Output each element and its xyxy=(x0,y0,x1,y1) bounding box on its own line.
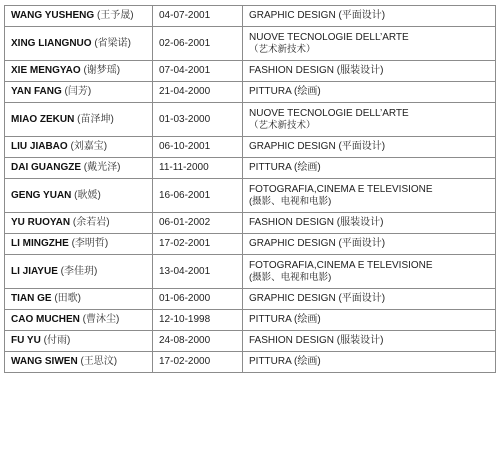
birth-date-cell: 21-04-2000 xyxy=(153,82,243,103)
course-cell xyxy=(243,179,496,213)
student-name-chinese: (苗泽坤) xyxy=(77,113,114,125)
table-row xyxy=(5,158,496,179)
student-name-chinese: (戴光泽) xyxy=(83,162,121,173)
table-row xyxy=(5,27,496,61)
course-line: NUOVE TECNOLOGIE DELL’ARTE xyxy=(249,107,409,119)
birth-date-cell: 02-06-2001 xyxy=(153,27,243,61)
table-row xyxy=(5,352,496,373)
student-name-chinese: (余若岩) xyxy=(72,217,110,228)
birth-date-cell: 07-04-2001 xyxy=(153,61,243,82)
birth-date-cell: 16-06-2001 xyxy=(153,179,243,213)
course-cell xyxy=(243,310,496,331)
student-name-cell xyxy=(5,213,153,234)
course-cell xyxy=(243,289,496,310)
course-line: （艺术新技术） xyxy=(249,43,316,55)
course-line: PITTURA (绘画) xyxy=(249,86,321,97)
course-cell xyxy=(243,61,496,82)
student-name-chinese: (省梁诺) xyxy=(94,37,132,49)
student-name: GENG YUAN xyxy=(11,189,72,201)
student-list-page xyxy=(4,5,495,373)
birth-date-cell: 06-01-2002 xyxy=(153,213,243,234)
student-name-cell xyxy=(5,310,153,331)
birth-date-cell: 17-02-2000 xyxy=(153,352,243,373)
course-line: （艺术新技术） xyxy=(249,119,316,131)
course-line: (摄影、电视和电影) xyxy=(249,195,332,207)
course-cell xyxy=(243,6,496,27)
student-name: LI JIAYUE xyxy=(11,265,58,277)
student-name: WANG SIWEN xyxy=(11,356,78,367)
table-row xyxy=(5,179,496,213)
student-name-cell xyxy=(5,6,153,27)
course-cell xyxy=(243,331,496,352)
student-name: CAO MUCHEN xyxy=(11,314,80,325)
course-line: GRAPHIC DESIGN (平面设计) xyxy=(249,10,386,21)
student-name-cell xyxy=(5,27,153,61)
student-name: XING LIANGNUO xyxy=(11,37,92,49)
course-cell xyxy=(243,158,496,179)
student-name-chinese: (田歌) xyxy=(54,293,82,304)
table-row xyxy=(5,310,496,331)
student-name-cell xyxy=(5,289,153,310)
table-row xyxy=(5,6,496,27)
student-table xyxy=(4,5,496,373)
student-name: FU YU xyxy=(11,335,41,346)
course-line: (摄影、电视和电影) xyxy=(249,271,332,283)
student-name-chinese: (耿媛) xyxy=(74,189,101,201)
course-line: FOTOGRAFIA,CINEMA E TELEVISIONE xyxy=(249,259,433,271)
course-line: PITTURA (绘画) xyxy=(249,314,321,325)
student-name-chinese: (李明哲) xyxy=(71,238,109,249)
student-name-cell xyxy=(5,61,153,82)
table-row xyxy=(5,289,496,310)
student-name-cell xyxy=(5,255,153,289)
table-row xyxy=(5,61,496,82)
course-line: GRAPHIC DESIGN (平面设计) xyxy=(249,141,386,152)
course-line: PITTURA (绘画) xyxy=(249,356,321,367)
student-name: LI MINGZHE xyxy=(11,238,69,249)
course-cell xyxy=(243,27,496,61)
student-name: LIU JIABAO xyxy=(11,141,68,152)
course-line: FASHION DESIGN (服装设计) xyxy=(249,217,384,228)
course-cell xyxy=(243,213,496,234)
student-name-cell xyxy=(5,352,153,373)
course-cell xyxy=(243,82,496,103)
birth-date-cell: 13-04-2001 xyxy=(153,255,243,289)
table-row xyxy=(5,103,496,137)
birth-date-cell: 04-07-2001 xyxy=(153,6,243,27)
student-name: MIAO ZEKUN xyxy=(11,113,75,125)
student-name: YAN FANG xyxy=(11,86,62,97)
student-name-chinese: (闫芳) xyxy=(64,86,92,97)
student-table-body xyxy=(5,6,496,373)
student-name-chinese: (王思汶) xyxy=(80,356,118,367)
student-name: DAI GUANGZE xyxy=(11,162,81,173)
birth-date-cell: 12-10-1998 xyxy=(153,310,243,331)
table-row xyxy=(5,234,496,255)
course-line: PITTURA (绘画) xyxy=(249,162,321,173)
birth-date-cell: 01-03-2000 xyxy=(153,103,243,137)
student-name-chinese: (曹沐尘) xyxy=(82,314,120,325)
course-cell xyxy=(243,255,496,289)
course-line: FOTOGRAFIA,CINEMA E TELEVISIONE xyxy=(249,183,433,195)
course-cell xyxy=(243,103,496,137)
table-row xyxy=(5,82,496,103)
table-row xyxy=(5,137,496,158)
birth-date-cell: 17-02-2001 xyxy=(153,234,243,255)
course-cell xyxy=(243,234,496,255)
course-line: GRAPHIC DESIGN (平面设计) xyxy=(249,293,386,304)
student-name-cell xyxy=(5,137,153,158)
course-line: FASHION DESIGN (服装设计) xyxy=(249,335,384,346)
student-name-cell xyxy=(5,331,153,352)
student-name-cell xyxy=(5,234,153,255)
course-cell xyxy=(243,137,496,158)
student-name-cell xyxy=(5,103,153,137)
course-line: NUOVE TECNOLOGIE DELL’ARTE xyxy=(249,31,409,43)
student-name: WANG YUSHENG xyxy=(11,10,95,21)
student-name-cell xyxy=(5,179,153,213)
student-name: YU RUOYAN xyxy=(11,217,71,228)
birth-date-cell: 01-06-2000 xyxy=(153,289,243,310)
student-name: TIAN GE xyxy=(11,293,52,304)
course-line: GRAPHIC DESIGN (平面设计) xyxy=(249,238,386,249)
student-name: XIE MENGYAO xyxy=(11,65,81,76)
birth-date-cell: 06-10-2001 xyxy=(153,137,243,158)
table-row xyxy=(5,331,496,352)
student-name-chinese: (刘嘉宝) xyxy=(70,141,108,152)
student-name-chinese: (李佳玥) xyxy=(60,265,98,277)
student-name-chinese: (谢梦瑶) xyxy=(83,65,121,76)
student-name-cell xyxy=(5,158,153,179)
student-name-cell xyxy=(5,82,153,103)
student-name-chinese: (王予晟) xyxy=(96,10,134,21)
course-line: FASHION DESIGN (服装设计) xyxy=(249,65,384,76)
course-cell xyxy=(243,352,496,373)
student-name-chinese: (付雨) xyxy=(43,335,71,346)
table-row xyxy=(5,255,496,289)
birth-date-cell: 11-11-2000 xyxy=(153,158,243,179)
table-row xyxy=(5,213,496,234)
birth-date-cell: 24-08-2000 xyxy=(153,331,243,352)
